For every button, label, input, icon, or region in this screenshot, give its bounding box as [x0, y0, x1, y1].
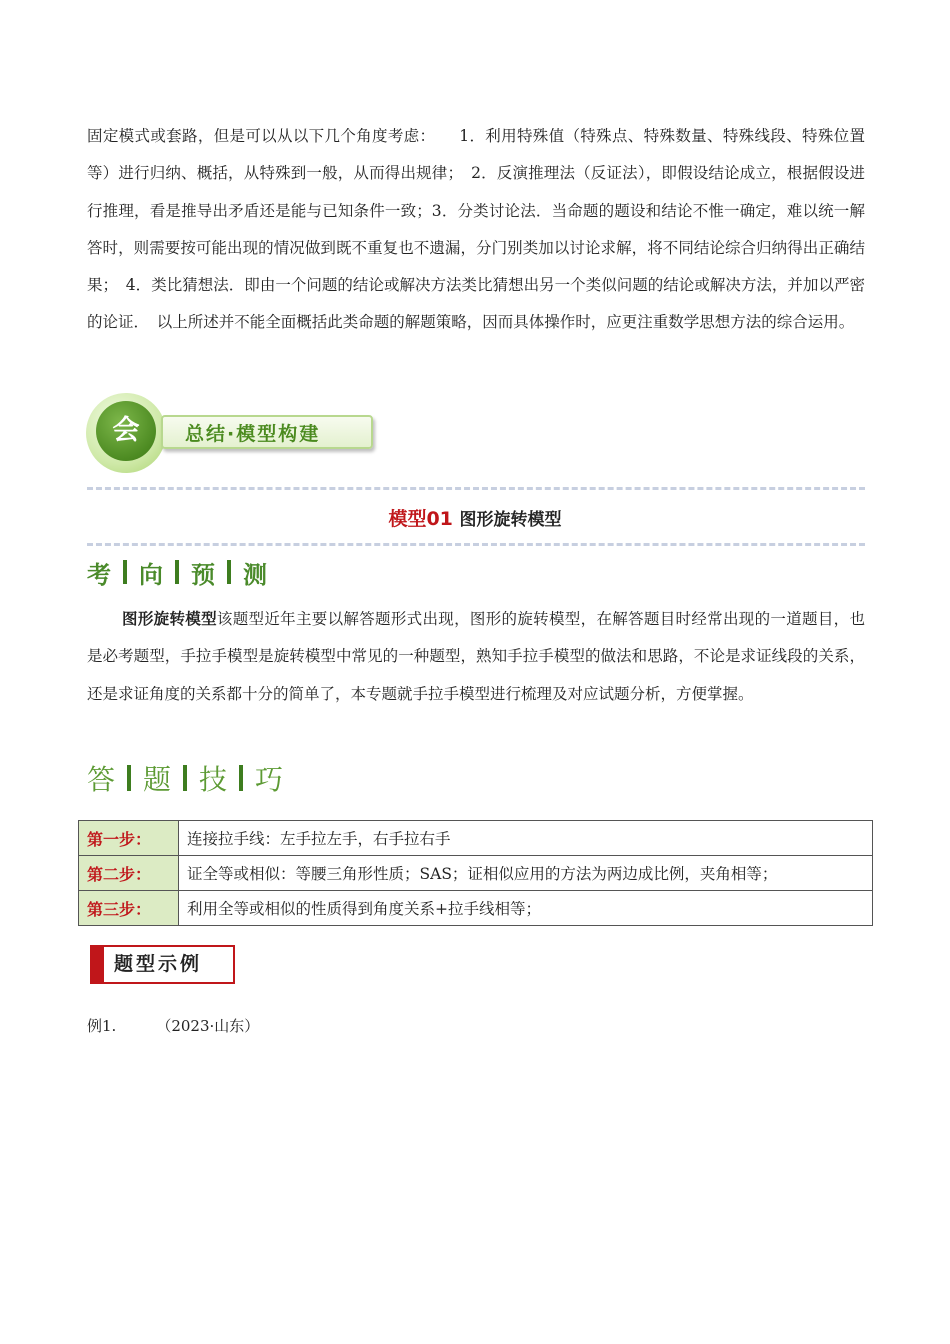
table-row [79, 891, 873, 926]
heading-separator [123, 560, 127, 584]
heading-separator [175, 560, 179, 584]
heading-char: 技 [199, 763, 228, 796]
heading-separator [239, 765, 243, 791]
heading-char: 向 [139, 560, 163, 589]
model-title [0, 504, 950, 535]
step-text: 证全等或相似：等腰三角形性质；SAS；证相似应用的方法为两边成比例，夹角相等； [179, 856, 873, 891]
badge-banner: 总结·模型构建 [161, 415, 373, 449]
step-text: 利用全等或相似的性质得到角度关系+拉手线相等； [179, 891, 873, 926]
example-label: 例1. [87, 1017, 117, 1035]
steps-table [78, 820, 873, 926]
description-bold-term: 图形旋转模型 [122, 609, 217, 628]
step-text: 连接拉手线：左手拉左手，右手拉右手 [179, 821, 873, 856]
step-label: 第二步： [79, 856, 179, 891]
badge-stripe [92, 947, 104, 982]
heading-char: 预 [191, 560, 215, 589]
table-row [79, 856, 873, 891]
badge-circle-icon: 会 [96, 401, 156, 461]
heading-char: 测 [243, 560, 267, 589]
model-number: 模型01 [388, 508, 453, 530]
heading-separator [127, 765, 131, 791]
intro-paragraph: 固定模式或套路，但是可以从以下几个角度考虑： 1．利用特殊值（特殊点、特殊数量、特殊线段、特殊位置等）进行归纳、概括，从特殊到一般，从而得出规律； 2．反演推理法（反证法），即假设结论成立，根据假设进行推理，看是推导出矛盾还是能与已知条件一致；3．分类讨论法．当命题的题设和结论不惟一确定，难以统一解答时，则需要按可能出现的情况做到既不重复也不遗漏，分门别类加以讨论求解，将不同结论综合归纳得出正确结果； 4．类比猜想法．即由一个问题的结论或解决方法类比猜想出另一个类似问题的结论或解决方法，并加以严密的论证． 以上所述并不能全面概括此类命题的解题策略，因而具体操作时，应更注重数学思想方法的综合运用。 [87, 127, 865, 332]
section-heading-tips [87, 756, 283, 800]
heading-char: 题 [143, 763, 172, 796]
model-name: 图形旋转模型 [459, 510, 562, 530]
table-row [79, 821, 873, 856]
example-badge-label: 题型示例 [114, 953, 203, 975]
step-label: 第三步： [79, 891, 179, 926]
summary-badge [86, 393, 382, 473]
heading-char: 巧 [255, 763, 284, 796]
heading-char: 考 [87, 560, 111, 589]
section-heading-forecast [87, 552, 267, 592]
heading-char: 答 [87, 763, 116, 796]
heading-separator [227, 560, 231, 584]
divider-bottom [87, 543, 865, 546]
example-badge [90, 945, 235, 984]
description-text: 该题型近年主要以解答题形式出现，图形的旋转模型，在解答题目时经常出现的一道题目，也是必考题型，手拉手模型是旋转模型中常见的一种题型，熟知手拉手模型的做法和思路，不论是求证线段的关系，还是求证角度的关系都十分的简单了，本专题就手拉手模型进行梳理及对应试题分析，方便掌握。 [87, 610, 865, 703]
step-label: 第一步： [79, 821, 179, 856]
description-paragraph [87, 600, 865, 713]
example-line [87, 1013, 259, 1039]
heading-separator [183, 765, 187, 791]
divider-top [87, 487, 865, 490]
example-source: （2023·山东） [156, 1017, 260, 1035]
